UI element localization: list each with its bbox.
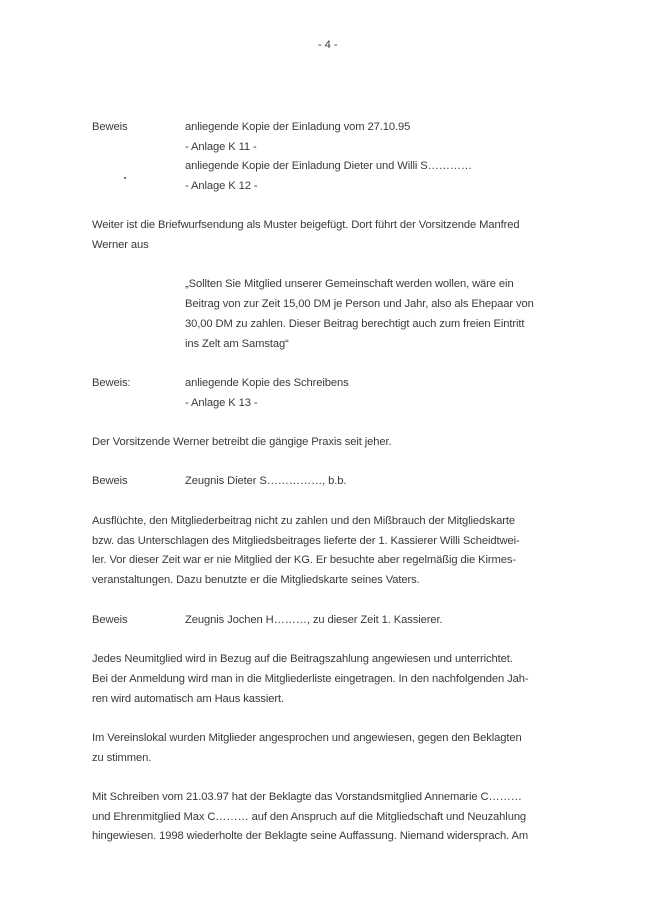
paragraph-line: hingewiesen. 1998 wiederholte der Beklagte seine Auffassung. Niemand widersprach. Am (92, 830, 529, 842)
evidence-label: Beweis (92, 614, 128, 626)
quote-line: Beitrag von zur Zeit 15,00 DM je Person und Jahr, also als Ehepaar von (185, 298, 534, 310)
quote-line: 30,00 DM zu zahlen. Dieser Beitrag berechtigt auch zum freien Eintritt (185, 318, 525, 330)
paragraph-line: veranstaltungen. Dazu benutzte er die Mitgliedskarte seines Vaters. (92, 574, 420, 586)
paragraph-line: Im Vereinslokal wurden Mitglieder angesprochen und angewiesen, gegen den Beklagten (92, 732, 522, 744)
paragraph-line: Weiter ist die Briefwurfsendung als Muster beigefügt. Dort führt der Vorsitzende Manfred (92, 219, 520, 231)
paragraph-line: Jedes Neumitglied wird in Bezug auf die Beitragszahlung angewiesen und unterrichtet. (92, 653, 513, 665)
paragraph-line: bzw. das Unterschlagen des Mitgliedsbeitrages lieferte der 1. Kassierer Willi Scheidtwei- (92, 535, 520, 547)
evidence-label: Beweis (92, 475, 128, 487)
paragraph-line: Werner aus (92, 239, 149, 251)
evidence-text: Zeugnis Jochen H………, zu dieser Zeit 1. Kassierer. (185, 614, 443, 626)
evidence-text: anliegende Kopie der Einladung vom 27.10.95 (185, 121, 411, 133)
quote-line: „Sollten Sie Mitglied unserer Gemeinschaft werden wollen, wäre ein (185, 278, 514, 290)
paragraph-line: ler. Vor dieser Zeit war er nie Mitglied der KG. Er besuchte aber regelmäßig die Kirmes- (92, 554, 516, 566)
stray-mark (124, 177, 126, 179)
paragraph-line: Bei der Anmeldung wird man in die Mitgliederliste eingetragen. In den nachfolgenden Jah- (92, 673, 529, 685)
evidence-label: Beweis: (92, 377, 131, 389)
evidence-text: - Anlage K 11 - (185, 141, 257, 153)
paragraph-line: Ausflüchte, den Mitgliederbeitrag nicht zu zahlen und den Mißbrauch der Mitgliedskarte (92, 515, 515, 527)
evidence-text: Zeugnis Dieter S……………, b.b. (185, 475, 347, 487)
paragraph-line: ren wird automatisch am Haus kassiert. (92, 693, 285, 705)
page-number: - 4 - (318, 39, 338, 51)
paragraph-line: Der Vorsitzende Werner betreibt die gängige Praxis seit jeher. (92, 436, 392, 448)
evidence-text: anliegende Kopie der Einladung Dieter und Willi S………… (185, 160, 472, 172)
paragraph-line: Mit Schreiben vom 21.03.97 hat der Beklagte das Vorstandsmitglied Annemarie C……… (92, 791, 522, 803)
paragraph-line: und Ehrenmitglied Max C……… auf den Anspruch auf die Mitgliedschaft und Neuzahlung (92, 811, 527, 823)
evidence-label: Beweis (92, 121, 128, 133)
quote-line: ins Zelt am Samstag“ (185, 338, 289, 350)
evidence-text: anliegende Kopie des Schreibens (185, 377, 349, 389)
evidence-text: - Anlage K 12 - (185, 180, 258, 192)
evidence-text: - Anlage K 13 - (185, 397, 258, 409)
paragraph-line: zu stimmen. (92, 752, 152, 764)
